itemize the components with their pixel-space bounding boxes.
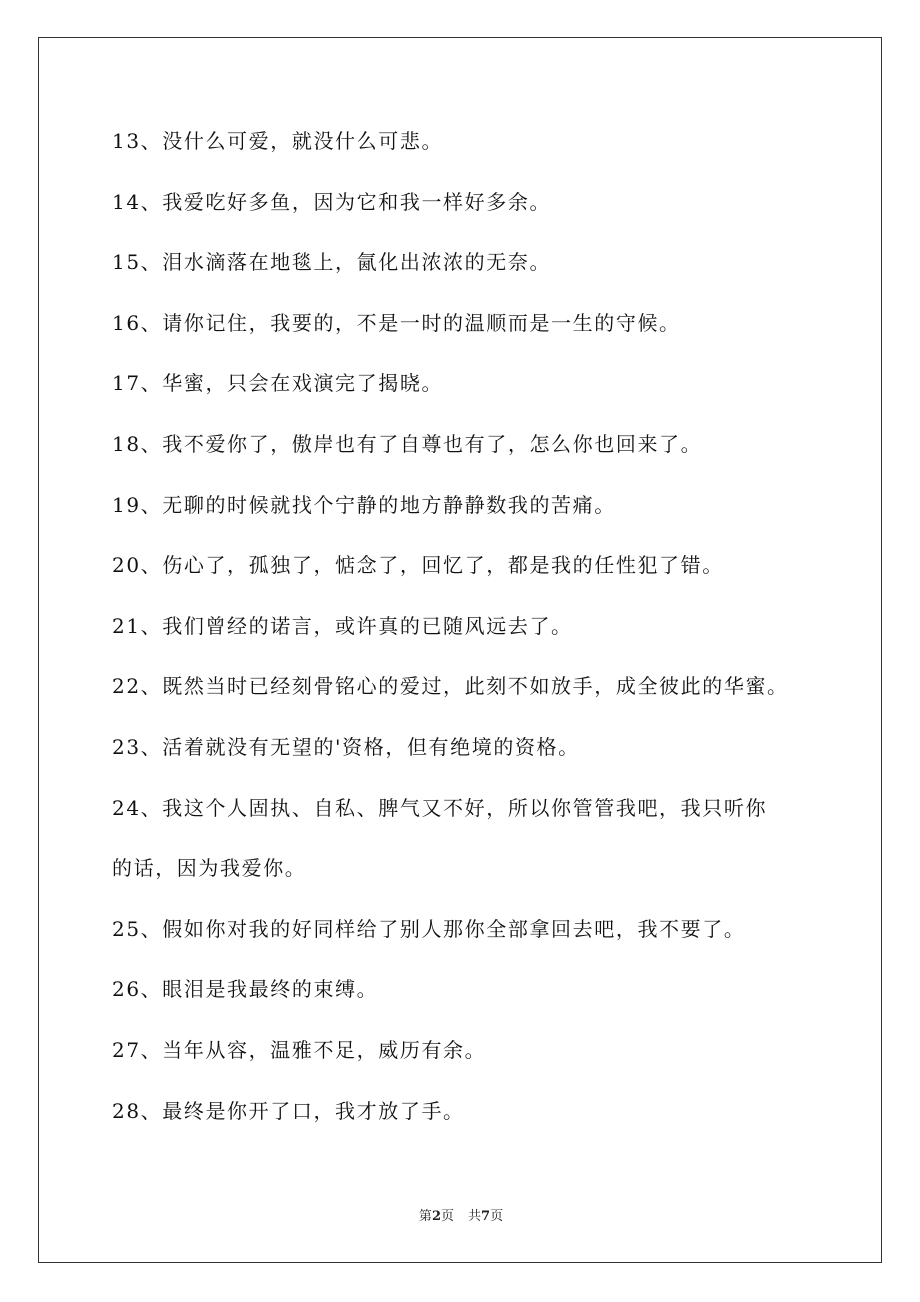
text-line: 25、假如你对我的好同样给了别人那你全部拿回去吧，我不要了。 (112, 916, 746, 941)
text-line: 22、既然当时已经刻骨铭心的爱过，此刻不如放手，成全彼此的华蜜。 (112, 674, 789, 699)
page-suffix: 页 (440, 1209, 454, 1224)
text-line: 的话，因为我爱你。 (112, 856, 307, 881)
text-line: 24、我这个人固执、自私、脾气又不好，所以你管管我吧，我只听你 (112, 795, 768, 820)
page-prefix: 第 (418, 1209, 432, 1224)
page-frame (38, 37, 882, 1263)
text-line: 21、我们曾经的诺言，或许真的已随风远去了。 (112, 613, 573, 638)
text-line: 19、无聊的时候就找个宁静的地方静静数我的苦痛。 (112, 492, 616, 517)
text-line: 18、我不爱你了，傲岸也有了自尊也有了，怎么你也回来了。 (112, 431, 703, 456)
text-line: 26、眼泪是我最终的束缚。 (112, 977, 379, 1002)
document-body (112, 111, 812, 1141)
text-line: 27、当年从容，温雅不足，威历有余。 (112, 1037, 487, 1062)
text-line: 28、最终是你开了口，我才放了手。 (112, 1098, 465, 1123)
text-line: 13、没什么可爱，就没什么可悲。 (112, 129, 444, 153)
text-line: 20、伤心了，孤独了，惦念了，回忆了，都是我的任性犯了错。 (112, 553, 724, 578)
page-footer (39, 1208, 883, 1226)
text-line: 17、华蜜，只会在戏演完了揭晓。 (112, 371, 444, 396)
text-line: 15、泪水滴落在地毯上，氤化出浓浓的无奈。 (112, 250, 552, 275)
text-line: 14、我爱吃好多鱼，因为它和我一样好多余。 (112, 189, 552, 214)
total-pages: 7 (481, 1209, 491, 1224)
text-line: 16、请你记住，我要的，不是一时的温顺而是一生的守候。 (112, 310, 681, 335)
total-suffix: 页 (490, 1209, 504, 1224)
text-line: 23、活着就没有无望的'资格，但有绝境的资格。 (112, 734, 580, 759)
total-prefix: 共 (468, 1209, 482, 1224)
page-number: 2 (431, 1209, 441, 1224)
